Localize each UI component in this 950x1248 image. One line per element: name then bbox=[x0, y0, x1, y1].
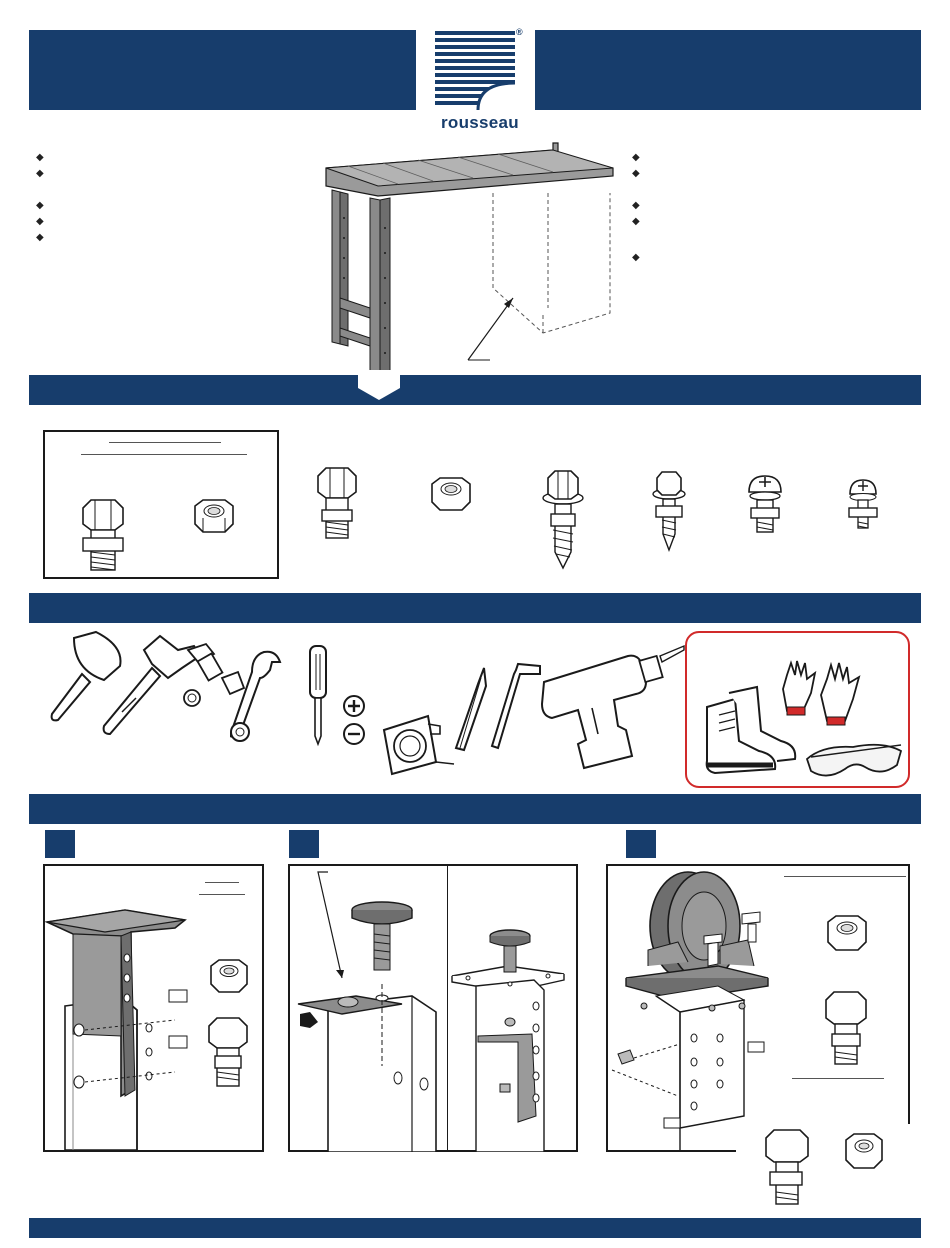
screwdriver-icon bbox=[302, 644, 338, 748]
power-drill-icon bbox=[538, 638, 686, 770]
leveler-foot-illustration bbox=[290, 866, 446, 1152]
flat-minus-icon bbox=[342, 722, 366, 746]
work-gloves-icon bbox=[777, 659, 873, 731]
band-notch bbox=[358, 370, 400, 404]
included-hardware-panel bbox=[43, 430, 279, 579]
bullet-list-right: ◆ ◆ ◆ ◆ ◆ bbox=[632, 152, 640, 263]
hex-nut-icon bbox=[842, 1132, 886, 1170]
panel-title-rule bbox=[109, 442, 221, 443]
header-banner-right bbox=[535, 30, 921, 110]
leveler-installed-illustration bbox=[448, 866, 578, 1152]
step-2-panel bbox=[288, 864, 578, 1152]
steps-section-band bbox=[29, 794, 921, 824]
caster-wheel-illustration bbox=[608, 866, 778, 1152]
step-1-badge bbox=[45, 830, 75, 858]
hex-nut-icon bbox=[428, 476, 474, 512]
step-2-badge bbox=[289, 830, 319, 858]
step-1-label-rule bbox=[199, 894, 245, 895]
step-3-label-rule bbox=[784, 876, 906, 877]
small-phillips-screw-icon bbox=[846, 478, 880, 534]
tape-measure-icon bbox=[378, 712, 458, 778]
step-3-label-rule bbox=[792, 1078, 884, 1079]
hex-bolt-icon bbox=[314, 466, 360, 542]
panel-subtitle-rule bbox=[81, 454, 247, 455]
safety-equipment-panel bbox=[685, 631, 910, 788]
hex-bolt-icon bbox=[822, 990, 870, 1068]
safety-glasses-icon bbox=[803, 737, 905, 783]
brand-name: rousseau bbox=[441, 113, 519, 132]
footer-band bbox=[29, 1218, 921, 1238]
hardware-section-band bbox=[29, 375, 921, 405]
hex-bolt-icon bbox=[205, 1016, 251, 1090]
header-banner-left bbox=[29, 30, 416, 110]
step-3-badge bbox=[626, 830, 656, 858]
combination-wrench-icon bbox=[230, 648, 284, 744]
hex-nut-icon bbox=[824, 914, 870, 954]
hex-nut-icon bbox=[191, 498, 237, 534]
registered-mark: ® bbox=[516, 27, 523, 37]
step-1-panel bbox=[43, 864, 264, 1152]
pan-head-bolt-icon bbox=[745, 474, 785, 538]
workbench-illustration bbox=[318, 138, 618, 400]
hex-bolt-icon bbox=[762, 1128, 812, 1208]
self-tapping-screw-icon bbox=[650, 470, 688, 554]
allen-key-icon bbox=[484, 660, 544, 752]
tools-section-band bbox=[29, 593, 921, 623]
lag-screw-icon bbox=[540, 468, 586, 572]
leg-bracket-illustration bbox=[45, 906, 195, 1150]
bullet-list-left: ◆ ◆ ◆ ◆ ◆ bbox=[36, 152, 44, 243]
step-3-panel bbox=[606, 864, 910, 1152]
step-1-label-rule bbox=[205, 882, 239, 883]
hex-nut-icon bbox=[207, 958, 251, 994]
hex-bolt-icon bbox=[77, 498, 129, 574]
phillips-plus-icon bbox=[342, 694, 366, 718]
step-3-callout bbox=[736, 1124, 912, 1208]
